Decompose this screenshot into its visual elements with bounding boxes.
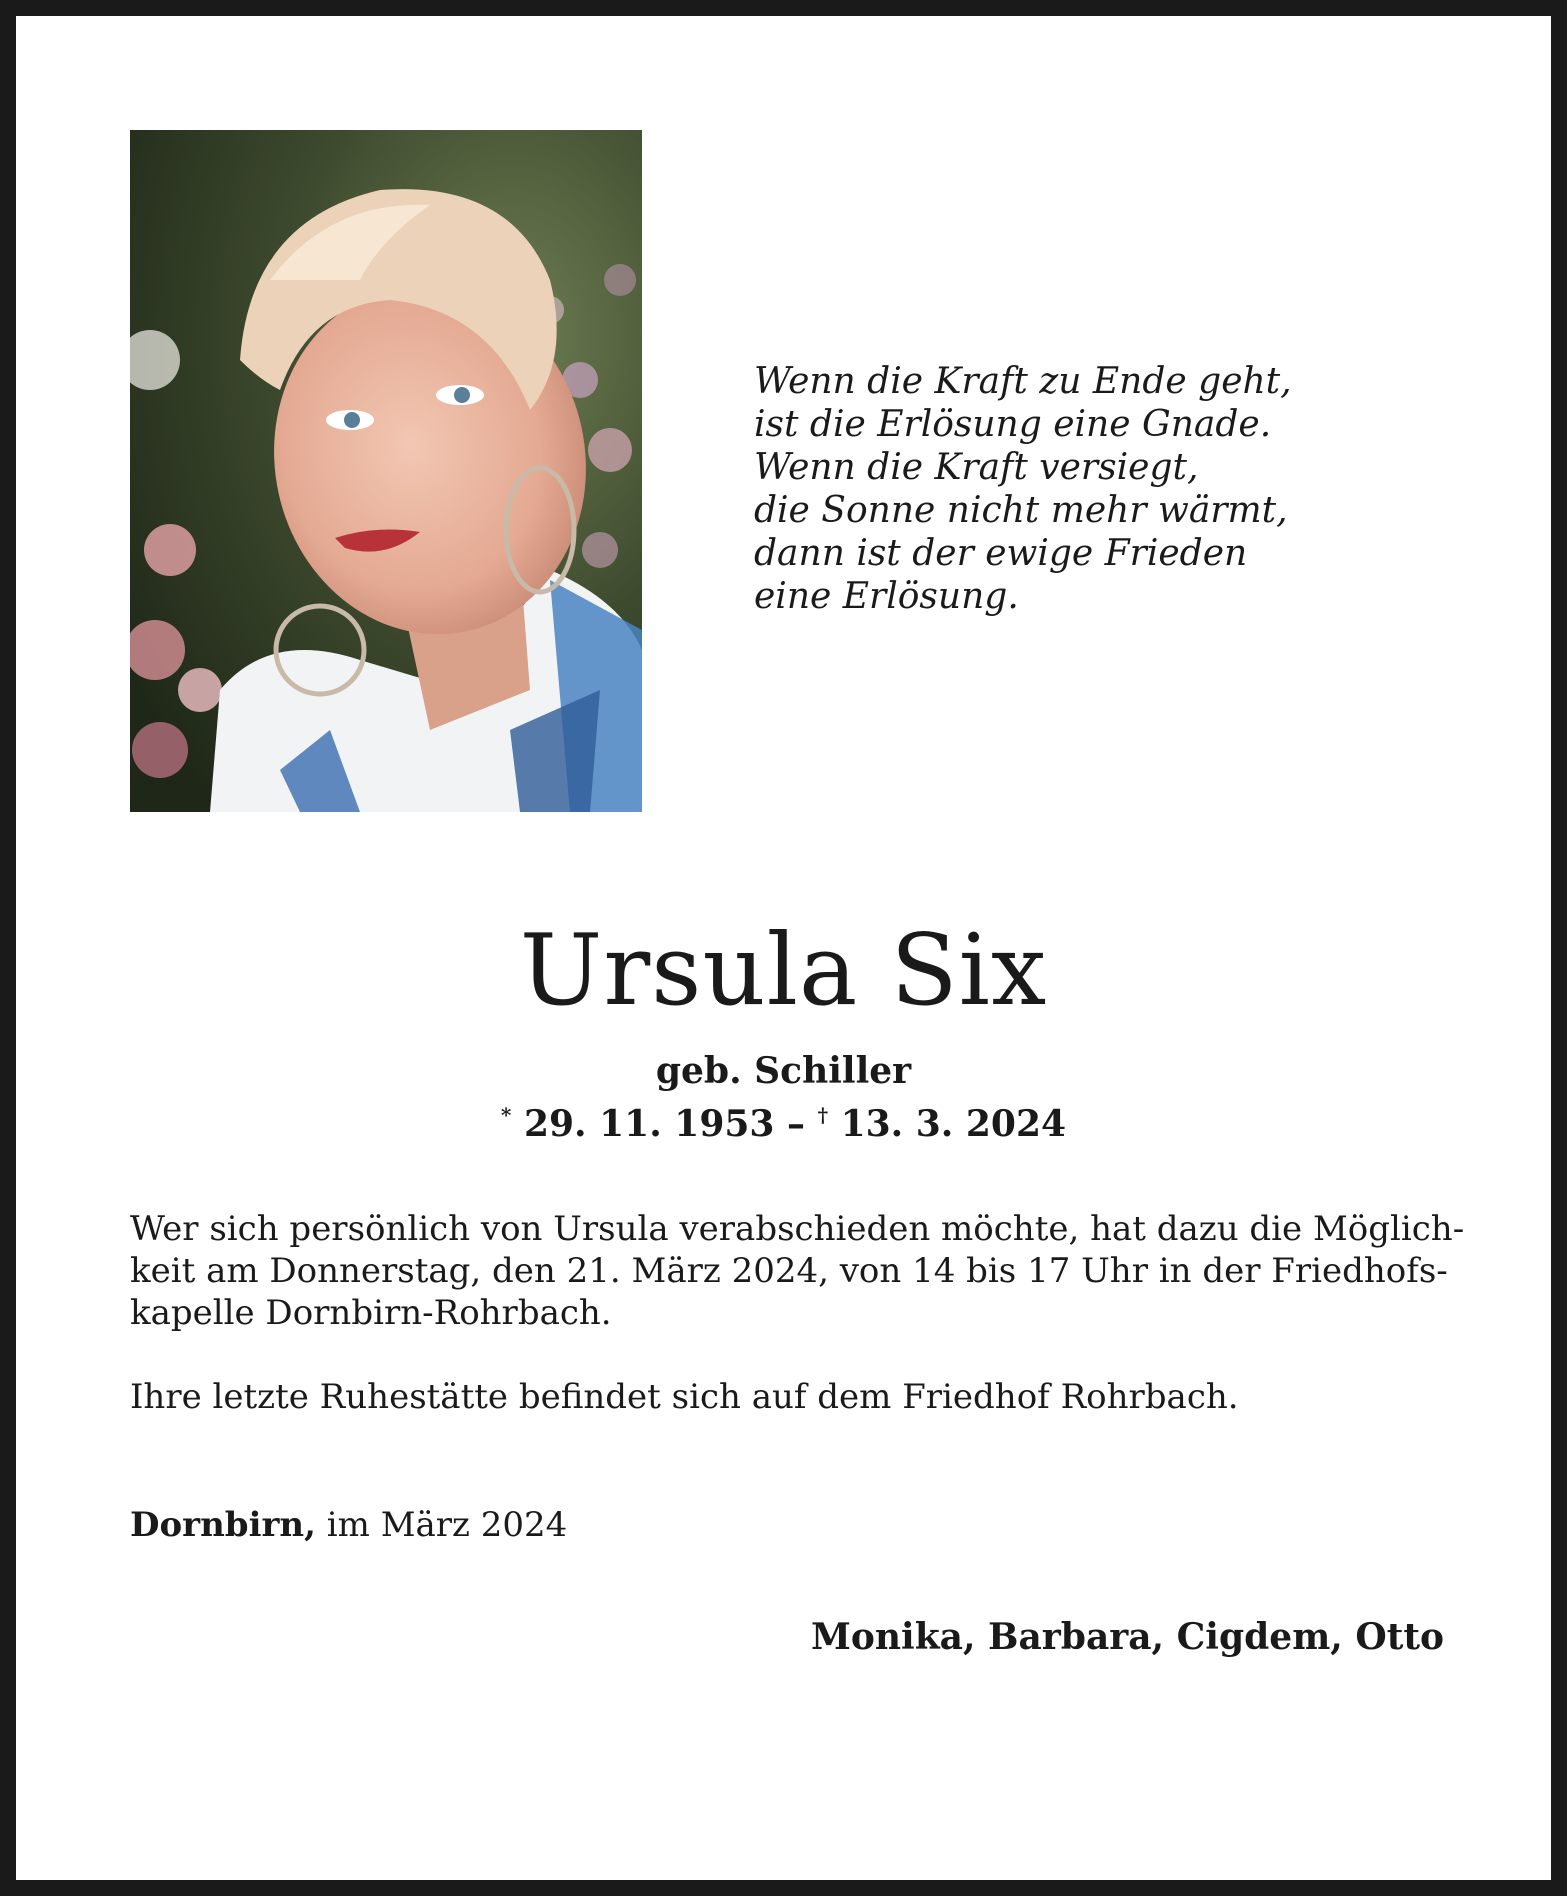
poem-line: dann ist der ewige Frieden: [754, 533, 1248, 574]
obituary-page: [16, 16, 1551, 1880]
resting-place-text: Ihre letzte Ruhestätte befindet sich auf dem Friedhof Rohrbach.: [130, 1377, 1239, 1417]
place-name: Dornbirn,: [130, 1505, 316, 1545]
life-dates: [16, 1094, 1551, 1145]
portrait-photo: [130, 130, 642, 812]
portrait-image: [130, 130, 642, 812]
maiden-name: geb. Schiller: [655, 1050, 912, 1092]
place-and-date: [130, 1504, 567, 1546]
deceased-name: Ursula Six: [519, 914, 1048, 1028]
poem: [754, 360, 1314, 618]
body-line: Wer sich persönlich von Ursula verabschieden möchte, hat dazu die Möglich-: [130, 1209, 1465, 1249]
poem-line: die Sonne nicht mehr wärmt,: [754, 490, 1288, 531]
closing-date: im März 2024: [315, 1505, 568, 1545]
death-date: 13. 3. 2024: [840, 1103, 1067, 1145]
notice-body: [130, 1208, 1465, 1418]
body-line: kapelle Dornbirn-Rohrbach.: [130, 1293, 612, 1333]
poem-line: ist die Erlösung eine Gnade.: [754, 404, 1272, 445]
death-symbol: †: [817, 1103, 829, 1127]
birth-date: 29. 11. 1953: [523, 1103, 775, 1145]
signers: Monika, Barbara, Cigdem, Otto: [811, 1616, 1444, 1658]
date-dash: –: [787, 1103, 806, 1145]
poem-line: Wenn die Kraft versiegt,: [754, 447, 1199, 488]
poem-line: Wenn die Kraft zu Ende geht,: [754, 361, 1292, 402]
body-line: keit am Donnerstag, den 21. März 2024, von 14 bis 17 Uhr in der Friedhofs-: [130, 1251, 1448, 1291]
birth-symbol: *: [500, 1103, 512, 1127]
poem-line: eine Erlösung.: [754, 576, 1019, 617]
